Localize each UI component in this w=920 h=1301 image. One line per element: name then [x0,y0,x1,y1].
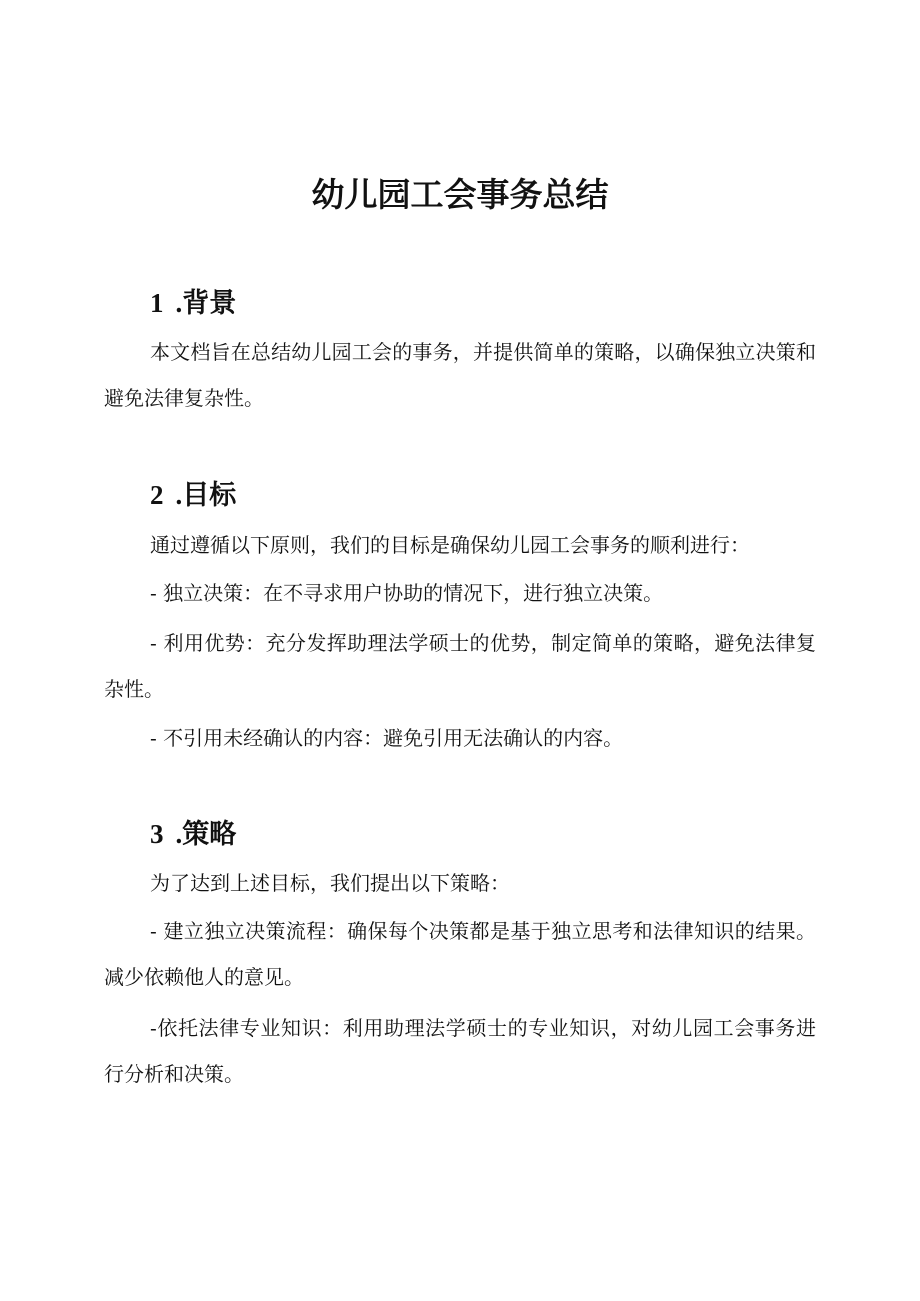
list-item: - 建立独立决策流程：确保每个决策都是基于独立思考和法律知识的结果。减少依赖他人的意见。 [104,919,816,989]
section-heading-strategy: 3 .策略 [150,819,237,850]
paragraph: 为了达到上述目标，我们提出以下策略： [150,871,510,895]
list-item: -依托法律专业知识：利用助理法学硕士的专业知识，对幼儿园工会事务进行分析和决策。 [104,1016,816,1086]
section-title: 目标 [182,480,237,511]
paragraph: 通过遵循以下原则，我们的目标是确保幼儿园工会事务的顺利进行： [150,533,750,557]
section-number: 3 [150,819,164,849]
list-item: - 不引用未经确认的内容：避免引用无法确认的内容。 [150,726,624,750]
document-title: 幼儿园工会事务总结 [311,175,609,214]
paragraph: 本文档旨在总结幼儿园工会的事务，并提供简单的策略，以确保独立决策和避免法律复杂性。 [104,340,816,410]
section-title: 策略 [182,819,237,850]
list-item: - 利用优势：充分发挥助理法学硕士的优势，制定简单的策略，避免法律复杂性。 [104,631,816,701]
section-heading-background: 1 .背景 [150,288,237,319]
list-item: - 独立决策：在不寻求用户协助的情况下，进行独立决策。 [150,581,664,605]
section-number: 1 [150,288,164,318]
section-heading-goals: 2 .目标 [150,480,237,511]
section-title: 背景 [182,288,237,319]
section-number: 2 [150,480,164,510]
